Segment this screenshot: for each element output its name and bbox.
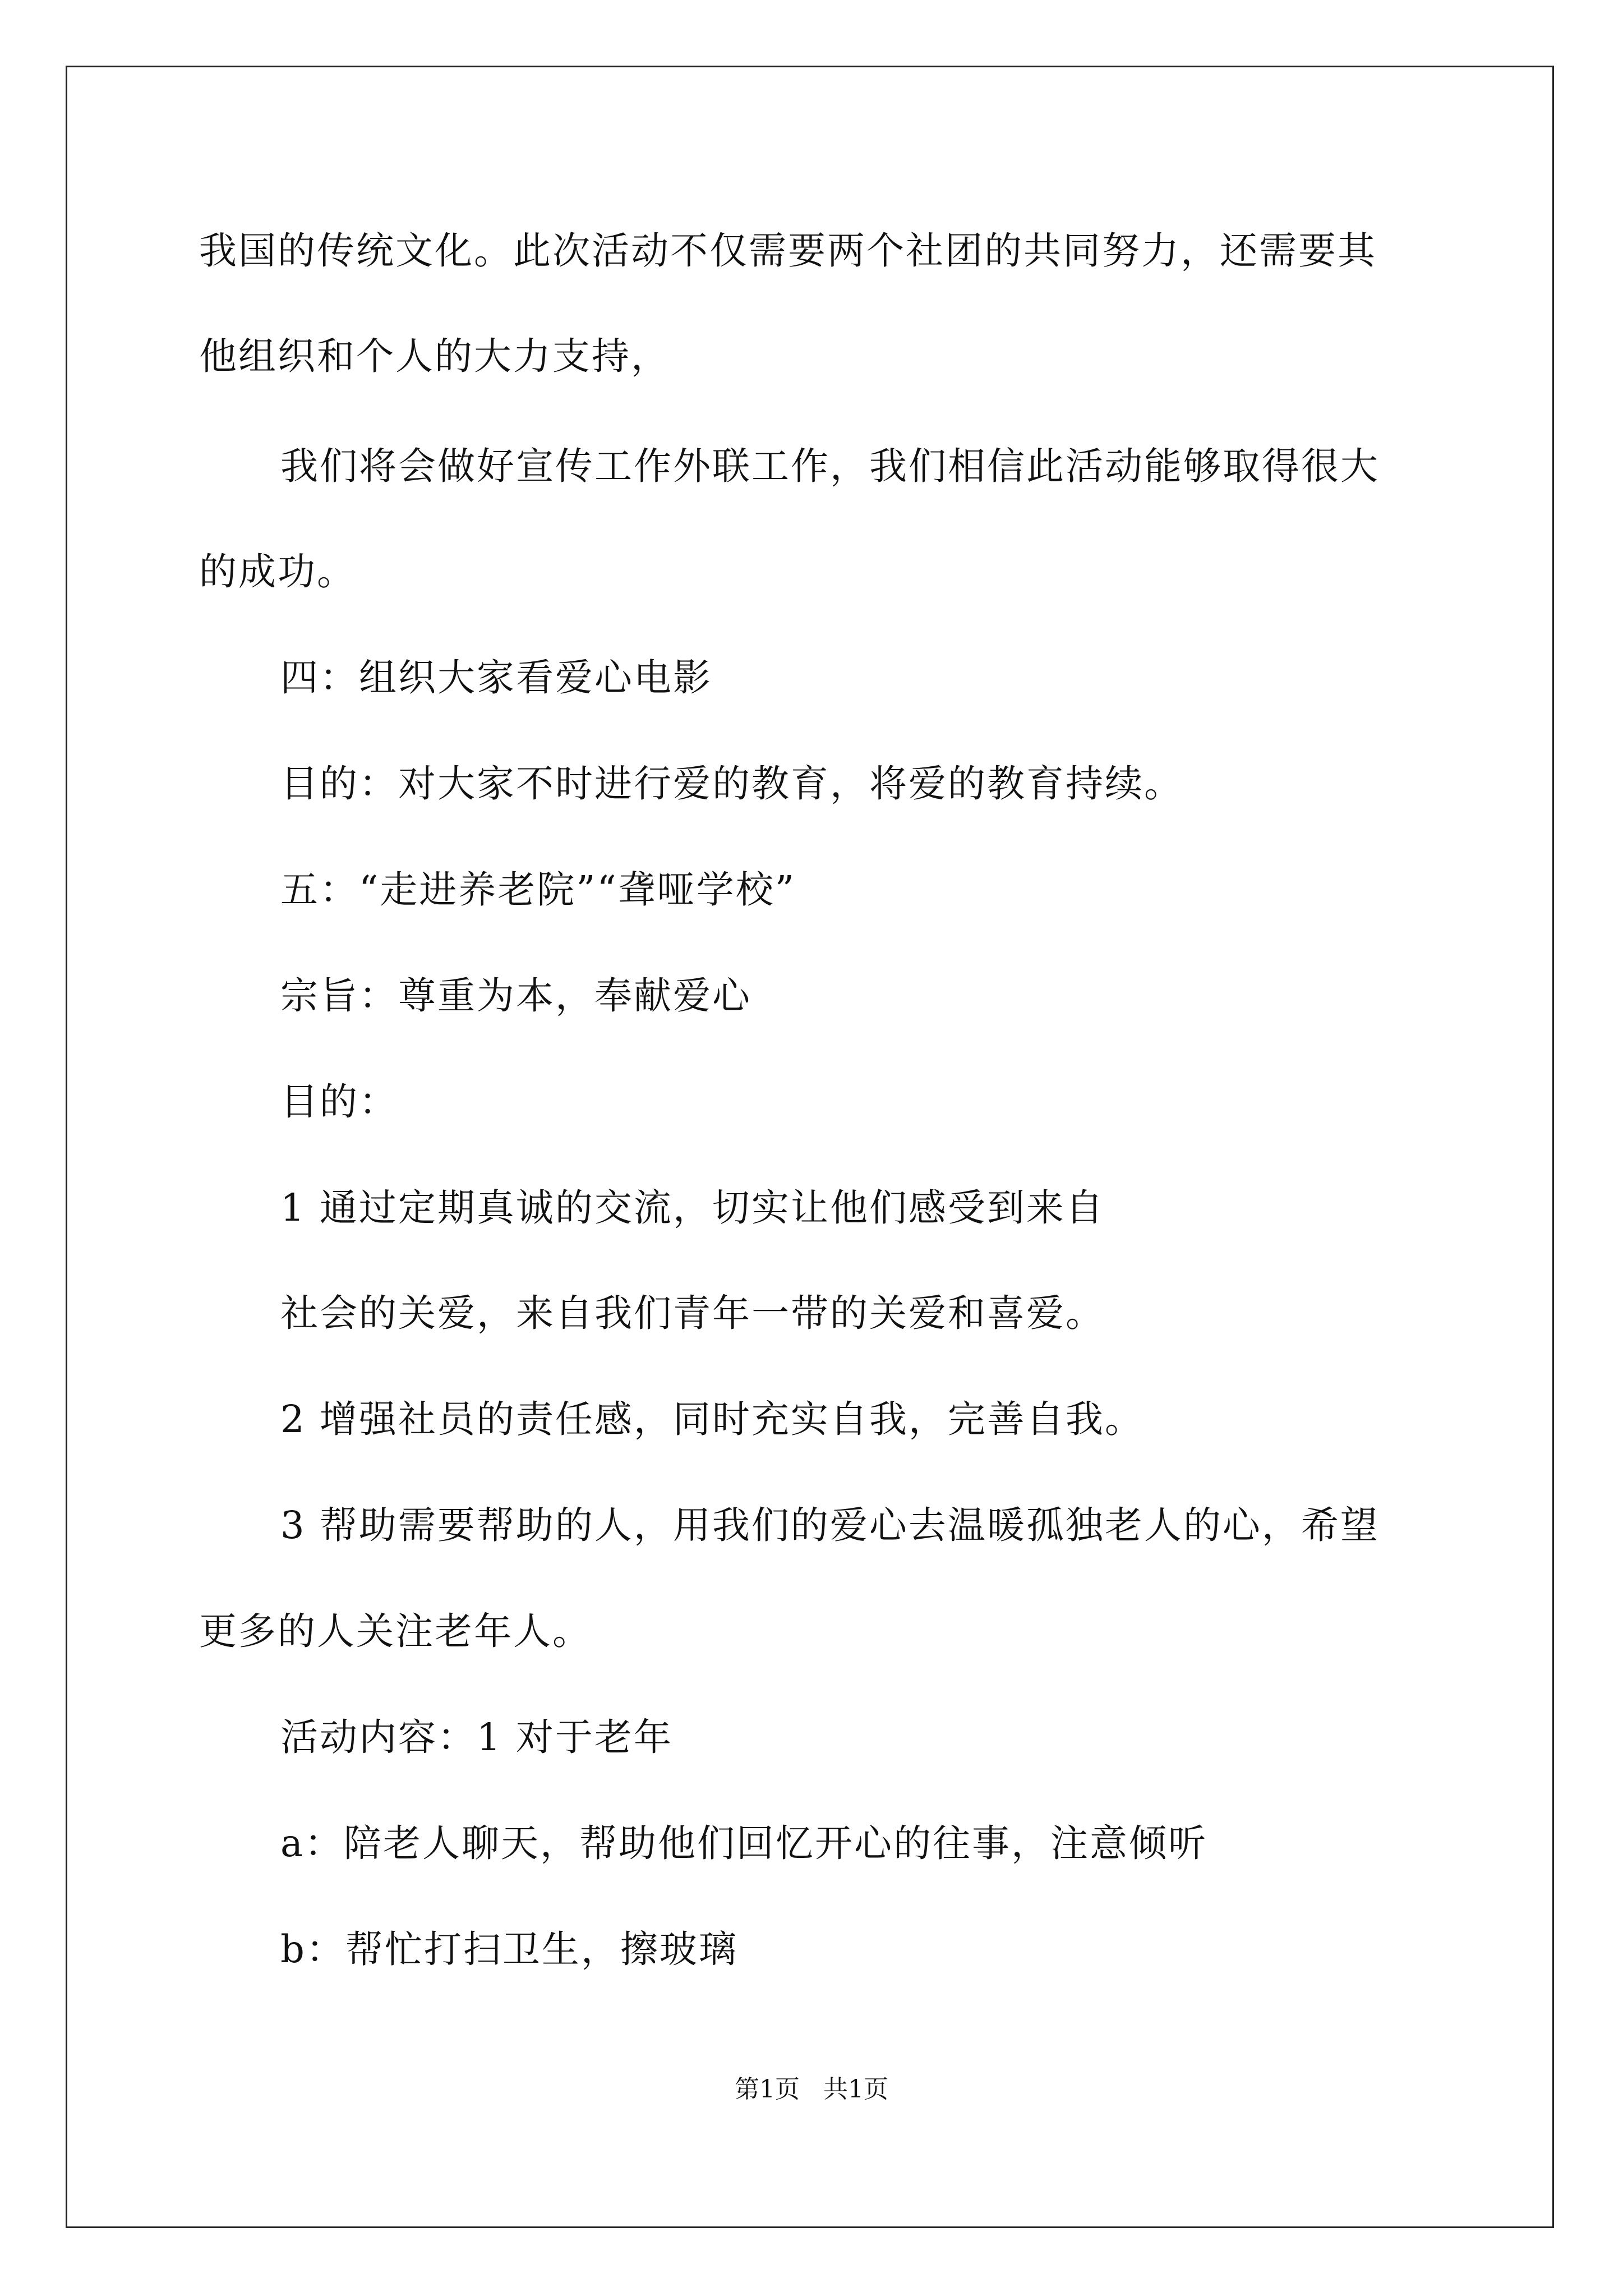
list-item: a：陪老人聊天，帮助他们回忆开心的往事，注意倾听 bbox=[280, 1821, 1207, 1865]
paragraph-line: 我们将会做好宣传工作外联工作，我们相信此活动能够取得很大 bbox=[280, 444, 1380, 488]
paragraph-line: 宗旨：尊重为本，奉献爱心 bbox=[280, 974, 751, 1018]
paragraph-line: 社会的关爱，来自我们青年一带的关爱和喜爱。 bbox=[280, 1291, 1105, 1335]
page-frame bbox=[66, 66, 1554, 2228]
list-item: 1 通过定期真诚的交流，切实让他们感受到来自 bbox=[280, 1186, 1105, 1230]
list-item: 2 增强社员的责任感，同时充实自我，完善自我。 bbox=[280, 1397, 1144, 1441]
paragraph-line: 更多的人关注老年人。 bbox=[199, 1609, 592, 1653]
page-footer: 第1页 共1页 bbox=[735, 2075, 888, 2104]
paragraph-line: 目的：对大家不时进行爱的教育，将爱的教育持续。 bbox=[280, 762, 1183, 806]
paragraph-line: 他组织和个人的大力支持， bbox=[199, 334, 670, 378]
section-heading: 四：组织大家看爱心电影 bbox=[280, 656, 712, 700]
list-item: b：帮忙打扫卫生，擦玻璃 bbox=[280, 1927, 738, 1971]
paragraph-line: 活动内容：1 对于老年 bbox=[280, 1715, 673, 1759]
paragraph-line: 我国的传统文化。此次活动不仅需要两个社团的共同努力，还需要其 bbox=[199, 229, 1377, 273]
section-heading: 五：“走进养老院”“聋哑学校” bbox=[280, 868, 796, 912]
list-item: 3 帮助需要帮助的人，用我们的爱心去温暖孤独老人的心，希望 bbox=[280, 1503, 1380, 1547]
paragraph-line: 目的： bbox=[280, 1080, 398, 1124]
paragraph-line: 的成功。 bbox=[199, 550, 356, 593]
